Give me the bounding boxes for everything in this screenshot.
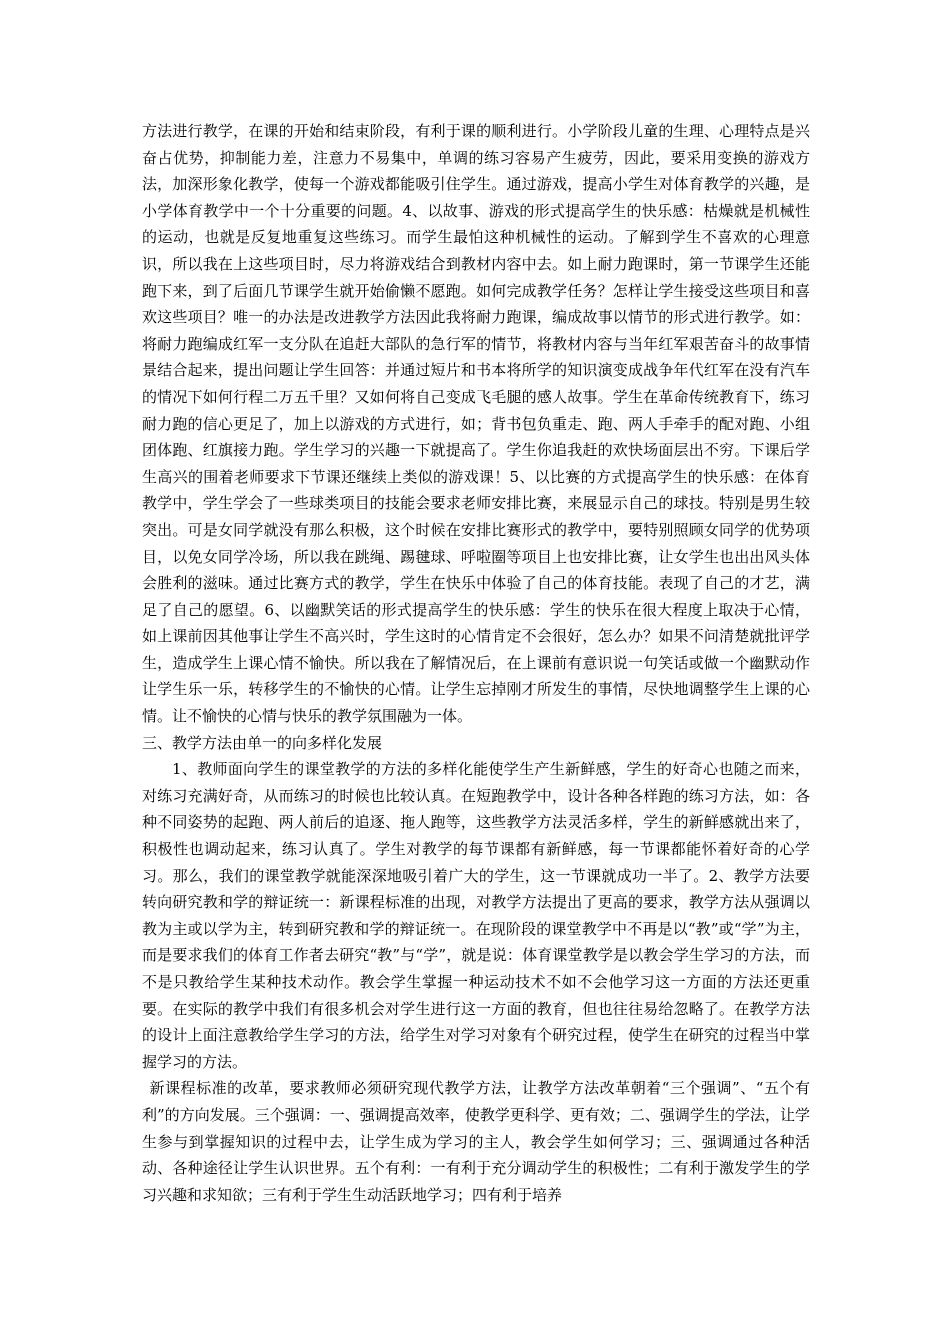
section-heading-3: 三、教学方法由单一的向多样化发展 xyxy=(142,733,383,752)
paragraph-teaching-methods-fun: 方法进行教学，在课的开始和结束阶段，有利于课的顺利进行。小学阶段儿童的生理、心理特点是兴奋占优势，抑制能力差，注意力不易集中，单调的练习容易产生疲劳，因此，要采用变换的游戏方法，加深形象化教学，使每一个游戏都能吸引住学生。通过游戏，提高小学生对体育教学的兴趣，是小学体育教学中一个十分重要的问题。4、以故事、游戏的形式提高学生的快乐感：枯燥就是机械性的运动，也就是反复地重复这些练习。而学生最怕这种机械性的运动。了解到学生不喜欢的心理意识，所以我在上这些项目时，尽力将游戏结合到教材内容中去。如上耐力跑课时，第一节课学生还能跑下来，到了后面几节课学生就开始偷懒不愿跑。如何完成教学任务？怎样让学生接受这些项目和喜欢这些项目？唯一的办法是改进教学方法因此我将耐力跑课，编成故事以情节的形式进行教学。如：将耐力跑编成红军一支分队在追赶大部队的急行军的情节，将教材内容与当年红军艰苦奋斗的故事情景结合起来，提出问题让学生回答：并通过短片和书本将所学的知识演变成战争年代红军在没有汽车的情况下如何行程二万五千里？又如何将自己变成飞毛腿的感人故事。学生在革命传统教育下，练习耐力跑的信心更足了，加上以游戏的方式进行，如；背书包负重走、跑、两人手牵手的配对跑、小组团体跑、红旗接力跑。学生学习的兴趣一下就提高了。学生你追我赶的欢快场面层出不穷。下课后学生高兴的围着老师要求下节课还继续上类似的游戏课！5、以比赛的方式提高学生的快乐感：在体育教学中，学生学会了一些球类项目的技能会要求老师安排比赛，来展显示自己的球技。特别是男生较突出。可是女同学就没有那么积极，这个时候在安排比赛形式的教学中，要特别照顾女同学的优势项目，以免女同学冷场，所以我在跳绳、踢毽球、呼啦圈等项目上也安排比赛，让女学生也出出风头体会胜利的滋味。通过比赛方式的教学，学生在快乐中体验了自己的体育技能。表现了自己的才艺，满足了自己的愿望。6、以幽默笑话的形式提高学生的快乐感：学生的快乐在很大程度上取决于心情，如上课前因其他事让学生不高兴时，学生这时的心情肯定不会很好，怎么办？如果不问清楚就批评学生，造成学生上课心情不愉快。所以我在了解情况后，在上课前有意识说一句笑话或做一个幽默动作让学生乐一乐，转移学生的不愉快的心情。让学生忘掉刚才所发生的事情，尽快地调整学生上课的心情。让不愉快的心情与快乐的教学氛围融为一体。 xyxy=(142,122,810,726)
paragraph-curriculum-reform: 新课程标准的改革，要求教师必须研究现代教学方法，让教学方法改革朝着“三个强调”、“五个有利”的方向发展。三个强调：一、强调提高效率，使教学更科学、更有效；二、强调学生的学法，让学生参与到掌握知识的过程中去，让学生成为学习的主人，教会学生如何学习；三、强调通过各种活动、各种途径让学生认识世界。五个有利：一有利于充分调动学生的积极性；二有利于激发学生的学习兴趣和求知欲；三有利于学生生动活跃地学习；四有利于培养 xyxy=(142,1079,810,1204)
document-body xyxy=(142,118,810,1208)
paragraph-diversified-methods: 1、教师面向学生的课堂教学的方法的多样化能使学生产生新鲜感，学生的好奇心也随之而来，对练习充满好奇，从而练习的时候也比较认真。在短跑教学中，设计各种各样跑的练习方法，如：各种不同姿势的起跑、两人前后的追逐、拖人跑等，这些教学方法灵活多样，学生的新鲜感就出来了，积极性也调动起来，练习认真了。学生对教学的每节课都有新鲜感，每一节课都能怀着好奇的心学习。那么，我们的课堂教学就能深深地吸引着广大的学生，这一节课就成功一半了。2、教学方法要转向研究教和学的辩证统一：新课程标准的出现，对教学方法提出了更高的要求，教学方法从强调以教为主或以学为主，转到研究教和学的辩证统一。在现阶段的课堂教学中不再是以“教”或“学”为主，而是要求我们的体育工作者去研究“教”与“学”，就是说：体育课堂教学是以教会学生学习的方法，而不是只教给学生某种技术动作。教会学生掌握一种运动技术不如不会他学习这一方面的方法还更重要。在实际的教学中我们有很多机会对学生进行这一方面的教育，但也往往易给忽略了。在教学方法的设计上面注意教给学生学习的方法，给学生对学习对象有个研究过程，使学生在研究的过程当中掌握学习的方法。 xyxy=(142,760,810,1071)
